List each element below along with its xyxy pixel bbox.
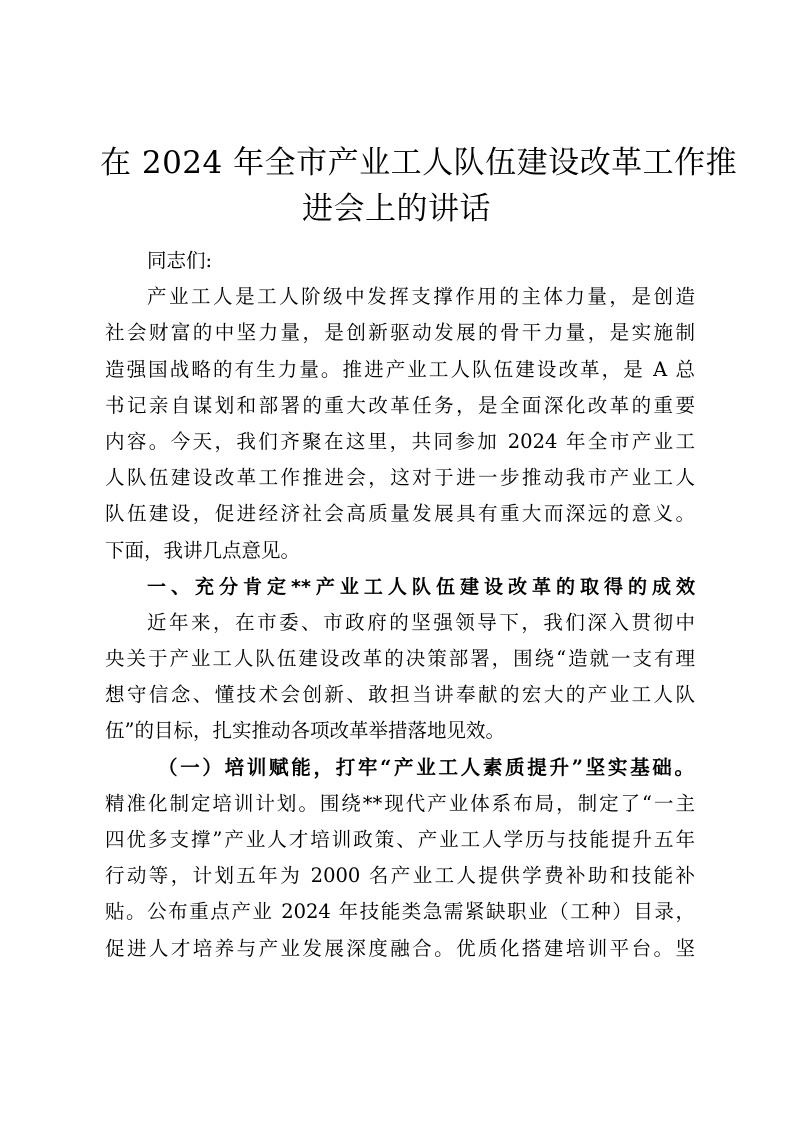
paragraph-2-line: 想守信念、懂技术会创新、敢担当讲奉献的宏大的产业工人队 xyxy=(105,683,695,707)
section-heading-1: 一、充分肯定**产业工人队伍建设改革的取得的成效 xyxy=(147,575,695,598)
paragraph-2-line: 近年来，在市委、市政府的坚强领导下，我们深入贯彻中 xyxy=(147,610,695,634)
paragraph-1-line: 下面，我讲几点意见。 xyxy=(105,538,301,562)
paragraph-2-line: 伍”的目标，扎实推动各项改革举措落地见效。 xyxy=(105,719,505,743)
title-line-1: 在 2024 年全市产业工人队伍建设改革工作推 xyxy=(100,145,738,181)
title-line-2: 进会上的讲话 xyxy=(302,191,491,227)
paragraph-3-line: 促进人才培养与产业发展深度融合。优质化搭建培训平台。坚 xyxy=(105,936,695,960)
paragraph-1-line: 书记亲自谋划和部署的重大改革任务，是全面深化改革的重要 xyxy=(105,393,695,417)
document-body xyxy=(105,243,695,967)
paragraph-3-line: 贴。公布重点产业 2024 年技能类急需紧缺职业（工种）目录， xyxy=(105,900,695,924)
paragraph-1-line: 人队伍建设改革工作推进会，这对于进一步推动我市产业工人 xyxy=(105,466,695,490)
paragraph-1-line: 产业工人是工人阶级中发挥支撑作用的主体力量，是创造 xyxy=(147,285,695,309)
paragraph-3-line: 精准化制定培训计划。围绕**现代产业体系布局，制定了“一主 xyxy=(105,791,695,815)
salutation: 同志们: xyxy=(147,249,213,272)
paragraph-2-line: 央关于产业工人队伍建设改革的决策部署，围绕“造就一支有理 xyxy=(105,647,695,671)
paragraph-3-line: 行动等，计划五年为 2000 名产业工人提供学费补助和技能补 xyxy=(105,864,695,888)
paragraph-3-line: 四优多支撑”产业人才培训政策、产业工人学历与技能提升五年 xyxy=(105,828,695,851)
document-title xyxy=(100,140,738,232)
paragraph-1-line: 社会财富的中坚力量，是创新驱动发展的骨干力量，是实施制 xyxy=(105,321,695,345)
subsection-heading-1: （一）培训赋能，打牢“产业工人素质提升”坚实基础。 xyxy=(158,755,695,779)
paragraph-1-line: 队伍建设，促进经济社会高质量发展具有重大而深远的意义。 xyxy=(105,502,695,526)
paragraph-1-line: 内容。今天，我们齐聚在这里，共同参加 2024 年全市产业工 xyxy=(105,429,695,453)
paragraph-1-line: 造强国战略的有生力量。推进产业工人队伍建设改革，是 A 总 xyxy=(105,357,695,381)
